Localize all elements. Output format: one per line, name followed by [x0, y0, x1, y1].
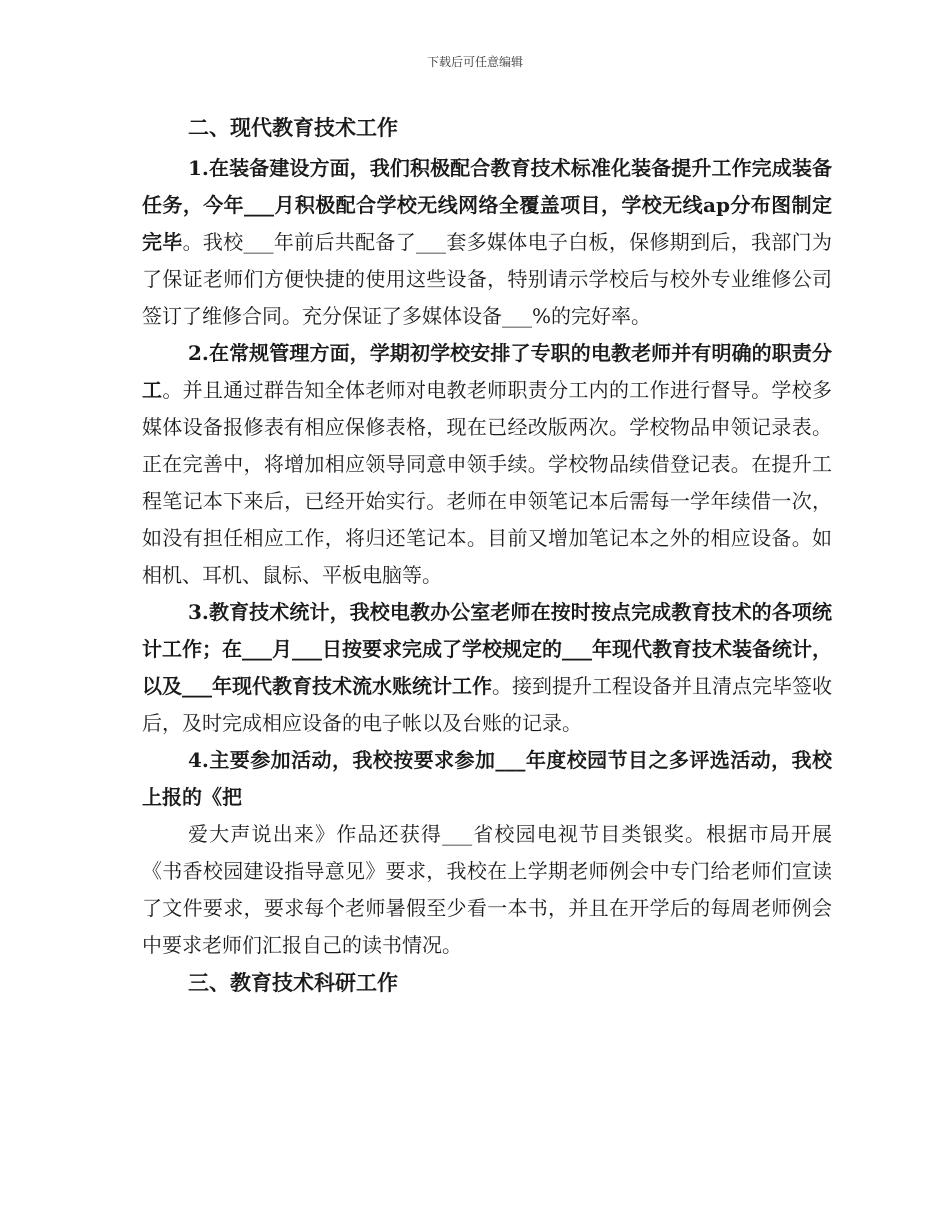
paragraph-3 — [142, 594, 832, 742]
document-body — [142, 113, 832, 1005]
paragraph-2 — [142, 335, 832, 594]
paragraph-3-text: 。接到提升工程设备并且清点完毕签收后，及时完成相应设备的电子帐以及台账的记录。 — [142, 674, 832, 735]
paragraph-1 — [142, 150, 832, 335]
paragraph-1-bold: 1.在装备建设方面，我们积极配合教育技术标准化装备提升工作完成装备任务，今年___月积极配合学校无线网络全覆盖项目，学校无线ap分布图制定完毕 — [142, 156, 832, 254]
paragraph-2-bold: 2.在常规管理方面，学期初学校安排了专职的电教老师并有明确的职责分工 — [142, 341, 832, 402]
paragraph-4-bold: 4.主要参加活动，我校按要求参加___年度校园节目之多评选活动，我校上报的《把 — [142, 748, 832, 809]
paragraph-1-text: 。我校___年前后共配备了___套多媒体电子白板，保修期到后，我部门为了保证老师们方便快捷的使用这些设备，特别请示学校后与校外专业维修公司签订了维修合同。充分保证了多媒体设备___%的完好率。 — [142, 230, 832, 328]
section-heading-2: 二、现代教育技术工作 — [188, 115, 398, 140]
paragraph-2-text: 。并且通过群告知全体老师对电教老师职责分工内的工作进行督导。学校多媒体设备报修表有相应保修表格，现在已经改版两次。学校物品申领记录表。正在完善中，将增加相应领导同意申领手续。学校物品续借登记表。在提升工程笔记本下来后，已经开始实行。老师在申领笔记本后需每一学年续借一次，如没有担任相应工作，将归还笔记本。目前又增加笔记本之外的相应设备。如相机、耳机、鼠标、平板电脑等。 — [142, 378, 833, 587]
paragraph-4-continued: 爱大声说出来》作品还获得___省校园电视节目类银奖。根据市局开展《书香校园建设指导意见》要求，我校在上学期老师例会中专门给老师们宣读了文件要求，要求每个老师暑假至少看一本书，并且在开学后的每周老师例会中要求老师们汇报自己的读书情况。 — [142, 822, 832, 957]
paragraph-3-bold: 3.教育技术统计，我校电教办公室老师在按时按点完成教育技术的各项统计工作；在___月___日按要求完成了学校规定的___年现代教育技术装备统计，以及___年现代教育技术流水账统计工作 — [142, 600, 832, 698]
paragraph-4 — [142, 742, 832, 816]
page-header: 下载后可任意编辑 — [426, 55, 523, 69]
section-heading-3: 三、教育技术科研工作 — [188, 970, 398, 995]
